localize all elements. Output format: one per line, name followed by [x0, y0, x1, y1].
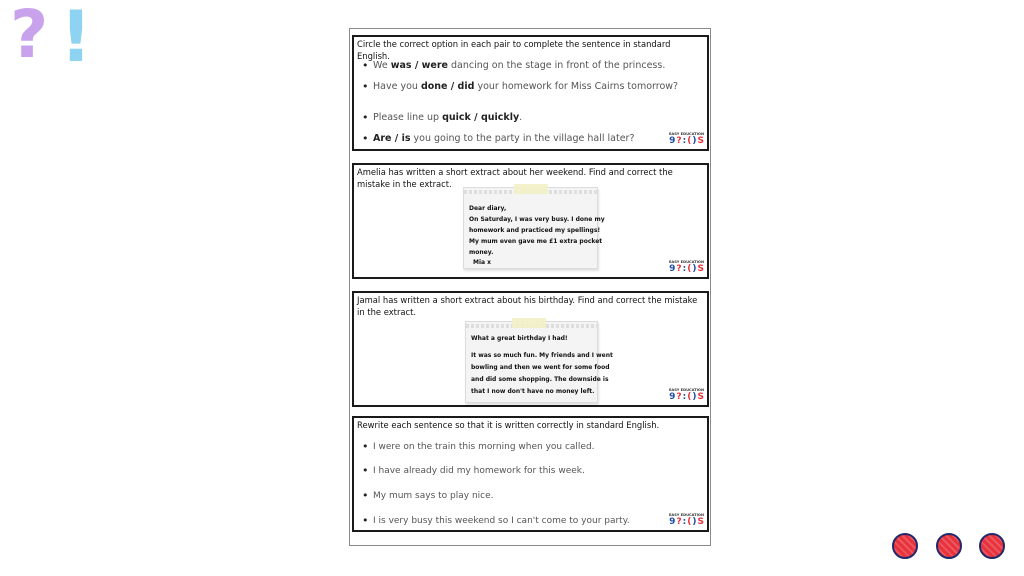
list-item: • My mum says to play nice.: [362, 491, 699, 501]
note-line: money.: [469, 249, 494, 256]
exclamation-mark-icon: !: [60, 0, 92, 78]
note-line: My mum even gave me £1 extra pocket: [469, 238, 603, 245]
birthday-note: [465, 321, 613, 403]
card-instruction: Amelia has written a short extract about her weekend. Find and correct the mistake in the extract.: [357, 167, 673, 189]
nav-dot-2[interactable]: [936, 533, 962, 559]
note-line: What a great birthday I had!: [471, 335, 568, 342]
question-list: [362, 442, 699, 530]
question-card-1: [352, 35, 709, 151]
question-card-3: [352, 291, 709, 407]
list-item: • We was / were dancing on the stage in front of the princess.: [362, 61, 699, 71]
diary-note: [463, 187, 605, 269]
note-line: Mia x: [473, 259, 492, 266]
easy-education-logo: EASY EDUCATION 9 ? : ( ) S: [668, 513, 704, 527]
note-line: homework and practiced my spellings!: [469, 227, 601, 234]
easy-education-logo: EASY EDUCATION 9 ? : ( ) S: [668, 260, 704, 274]
note-line: It was so much fun. My friends and I went: [471, 352, 613, 359]
list-item: • Please line up quick / quickly.: [362, 113, 699, 123]
nav-dot-1[interactable]: [892, 533, 918, 559]
list-item: • I is very busy this weekend so I can't come to your party.: [362, 516, 699, 526]
list-item: • Have you done / did your homework for Miss Cairns tomorrow?: [362, 82, 699, 92]
worksheet-page: [349, 28, 711, 546]
list-item: • I were on the train this morning when you called.: [362, 442, 699, 452]
note-line: Dear diary,: [469, 205, 507, 212]
note-line: bowling and then we went for some food: [471, 364, 610, 371]
note-line: that I now don't have no money left.: [471, 388, 595, 395]
list-item: • Are / is you going to the party in the village hall later?: [362, 134, 699, 144]
question-card-2: [352, 163, 709, 279]
card-instruction: Rewrite each sentence so that it is written correctly in standard English.: [357, 420, 660, 430]
card-instruction: Jamal has written a short extract about his birthday. Find and correct the mistake in the extract.: [357, 295, 698, 317]
question-card-4: [352, 416, 709, 532]
question-mark-icon: ?: [10, 0, 49, 73]
card-instruction: Circle the correct option in each pair to complete the sentence in standard English.: [357, 39, 671, 61]
easy-education-logo: EASY EDUCATION 9 ? : ( ) S: [668, 132, 704, 146]
question-list: [362, 61, 699, 149]
note-line: and did some shopping. The downside is: [471, 376, 609, 383]
note-line: On Saturday, I was very busy. I done my: [469, 216, 605, 223]
easy-education-logo: EASY EDUCATION 9 ? : ( ) S: [668, 388, 704, 402]
list-item: • I have already did my homework for this week.: [362, 466, 699, 476]
nav-dot-3[interactable]: [979, 533, 1005, 559]
